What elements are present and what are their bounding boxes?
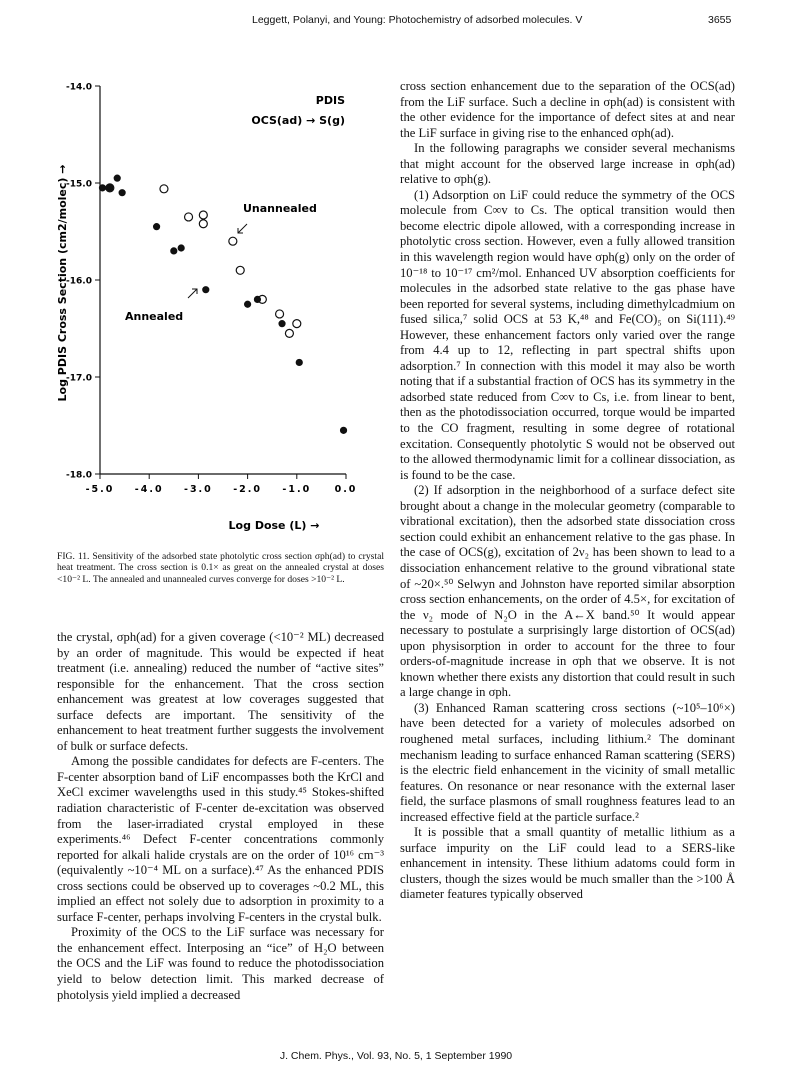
point-unannealed xyxy=(199,220,207,228)
x-tick-label: -4.0 xyxy=(134,484,164,495)
paragraph: cross section enhancement due to the separation of the OCS(ad) from the LiF surface. Such a decline in σph(ad) is consistent with the other evidence for the importance of defect sites at and near the LiF surface in giving rise to the enhanced σph(ad). xyxy=(400,79,735,140)
point-unannealed xyxy=(229,237,237,245)
point-annealed xyxy=(154,224,160,230)
paragraph: (3) Enhanced Raman scattering cross sections (~10⁵–10⁶×) have been detected for a variety of molecules adsorbed on roughened metal surfaces, including lithium.² The dominant mechanism leading to surface enhanced Raman scattering (SERS) is the electric field enhancement in the vicinity of small metallic features. On resonance or near resonance with the external laser field, the surface plasmons of small roughness features lead to an increased effective field at the particle surface.² xyxy=(400,700,735,824)
left-column xyxy=(57,630,384,1003)
x-tick-label: 0.0 xyxy=(334,484,358,495)
y-tick-label: -16.0 xyxy=(66,276,92,287)
point-annealed xyxy=(99,185,105,191)
point-unannealed xyxy=(276,310,284,318)
point-annealed xyxy=(279,321,285,327)
x-axis-label: Log Dose (L) → xyxy=(228,519,320,532)
arrow-unannealed xyxy=(238,224,247,233)
y-tick-label: -14.0 xyxy=(66,82,92,93)
paragraph: In the following paragraphs we consider several mechanisms that might account for the observed large increase in σph(ad) relative to σph(g). xyxy=(400,141,735,187)
paragraph: Among the possible candidates for defects are F-centers. The F-center absorption band of LiF encompasses both the KrCl and XeCl excimer wavelengths used in this study.⁴⁵ Stokes-shifted radiation characteristic of F-center de-excitation was observed from the laser-irradiated crystal employed in these experiments.⁴⁶ Defect F-center concentrations commonly reported for alkali halide crystals are on the order of 10¹⁶ cm⁻³ (equivalently ~10⁻⁴ ML on a surface).⁴⁷ As the enhanced PDIS cross sections could be observed up to coverages ~0.2 ML, this implied an effect not solely due to adsorption in proximity to a surface F-center, perhaps involving F-centers in the crystal bulk. xyxy=(57,754,384,924)
label-unannealed: Unannealed xyxy=(243,202,317,215)
point-annealed xyxy=(107,185,113,191)
chart-title-1: PDIS xyxy=(315,94,345,107)
point-annealed xyxy=(171,248,177,254)
journal-footer: J. Chem. Phys., Vol. 93, No. 5, 1 September 1990 xyxy=(279,1050,513,1062)
chart-axes xyxy=(95,86,346,479)
x-tick-label: -5.0 xyxy=(85,484,115,495)
point-annealed xyxy=(203,287,209,293)
point-annealed xyxy=(296,359,302,365)
x-tick-label: -2.0 xyxy=(233,484,262,495)
right-column xyxy=(400,79,735,903)
point-unannealed xyxy=(285,329,293,337)
point-unannealed xyxy=(185,213,193,221)
x-tick-label: -1.0 xyxy=(282,484,312,495)
paragraph: (2) If adsorption in the neighborhood of a surface defect site brought about a change in the molecular geometry (comparable to vibrational excitation), then the adsorbed state dissociation cross section could exhibit an enhancement relative to the gas phase. In the case of OCS(g), excitation of 2ν₂ has been shown to lead to a dissociation enhancement relative to the ground vibrational state of ~20×.⁵⁰ Selwyn and Johnston have reported similar absorption cross section enhancements, on the order of 4.5×, for excitation of the ν₂ mode of N₂O in the A←X band.⁵⁰ It would appear necessary to postulate a surprisingly large distortion of OCS(ad) upon physisorption in order to account for the three to four orders-of-magnitude increase in σph that we observe. It is not known whether there exists any distortion that could result in such a large change in σph. xyxy=(400,483,735,700)
paragraph: It is possible that a small quantity of metallic lithium as a surface impurity on the LiF could lead to a SERS-like enhancement in intensity. These lithium adatoms could form in clusters, though the sizes would be much smaller than the >100 Å diameter features typically observed xyxy=(400,825,735,902)
point-unannealed xyxy=(160,185,168,193)
paragraph: the crystal, σph(ad) for a given coverage (<10⁻² ML) decreased by an order of magnitude. This would be expected if heat treatment (i.e. annealing) reduced the number of “active sites” responsible for the enhancement. That the cross section enhancement was greatest at low coverages suggested that surface defects are important. The sensitivity of the enhancement to heat treatment further suggests the involvement of bulk or surface defects. xyxy=(57,630,384,753)
point-annealed xyxy=(254,296,260,302)
point-unannealed xyxy=(199,211,207,219)
paragraph: Proximity of the OCS to the LiF surface was necessary for the enhancement effect. Interposing an “ice” of H₂O between the OCS and the LiF was found to reduce the photodissociation yield to below detection limit. This marked decrease of photolysis yield implied a decreased xyxy=(57,925,384,1002)
point-unannealed xyxy=(236,266,244,274)
page-number: 3655 xyxy=(708,14,732,26)
x-tick-label: -3.0 xyxy=(184,484,213,495)
chart-tick-labels xyxy=(66,83,357,496)
y-tick-label: -17.0 xyxy=(66,373,92,384)
point-unannealed xyxy=(293,320,301,328)
point-annealed xyxy=(114,175,120,181)
point-annealed xyxy=(178,245,184,251)
point-annealed xyxy=(119,190,125,196)
chart-title-2: OCS(ad) → S(g) xyxy=(251,114,345,127)
point-annealed xyxy=(245,301,251,307)
y-axis-label: Log PDIS Cross Section (cm2/molec) → xyxy=(56,164,69,402)
figure-caption: FIG. 11. Sensitivity of the adsorbed state photolytic cross section σph(ad) to crystal heat treatment. The cross section is 0.1× as great on the annealed crystal at doses <10⁻² L. The annealed and unannealed curves converge for doses >10⁻² L. xyxy=(57,551,384,585)
running-title: Leggett, Polanyi, and Young: Photochemistry of adsorbed molecules. V xyxy=(252,14,583,26)
y-tick-label: -18.0 xyxy=(66,470,92,481)
label-annealed: Annealed xyxy=(125,310,184,323)
paragraph: (1) Adsorption on LiF could reduce the symmetry of the OCS molecule from C∞v to Cs. The optical transition would then become electric dipole allowed, with a corresponding increase in photolytic cross section. However, even a fully allowed transition in this wavelength region would have σph(g) only on the order of 10⁻¹⁸ to 10⁻¹⁷ cm²/mol. Enhanced UV absorption coefficients for molecules in the adsorbed state relative to the gas phase have been reported for several systems, including dimethylcadmium on fused silica,⁷ solid OCS at 53 K,⁴⁸ and Fe(CO)₅ on Si(111).⁴⁹ However, these enhancement factors only varied over the range from 4.4 up to 12, reflecting in part spectral shifts upon adsorption.⁷ In connection with this model it may also be worth noting that if a substantial fraction of OCS has its symmetry in the adsorbed state reduced from C∞v to Cs, i.e. from linear to bent, then as the photodissociation occurred, torque would be imparted to the CO fragment, resulting in some degree of rotational excitation. Consequently photolytic S would not be observed out to the allowed thermodynamic limit for a collinear dissociation, as is found to be the case. xyxy=(400,187,735,482)
y-tick-label: -15.0 xyxy=(66,179,92,190)
arrow-annealed xyxy=(188,289,197,298)
point-annealed xyxy=(341,427,347,433)
